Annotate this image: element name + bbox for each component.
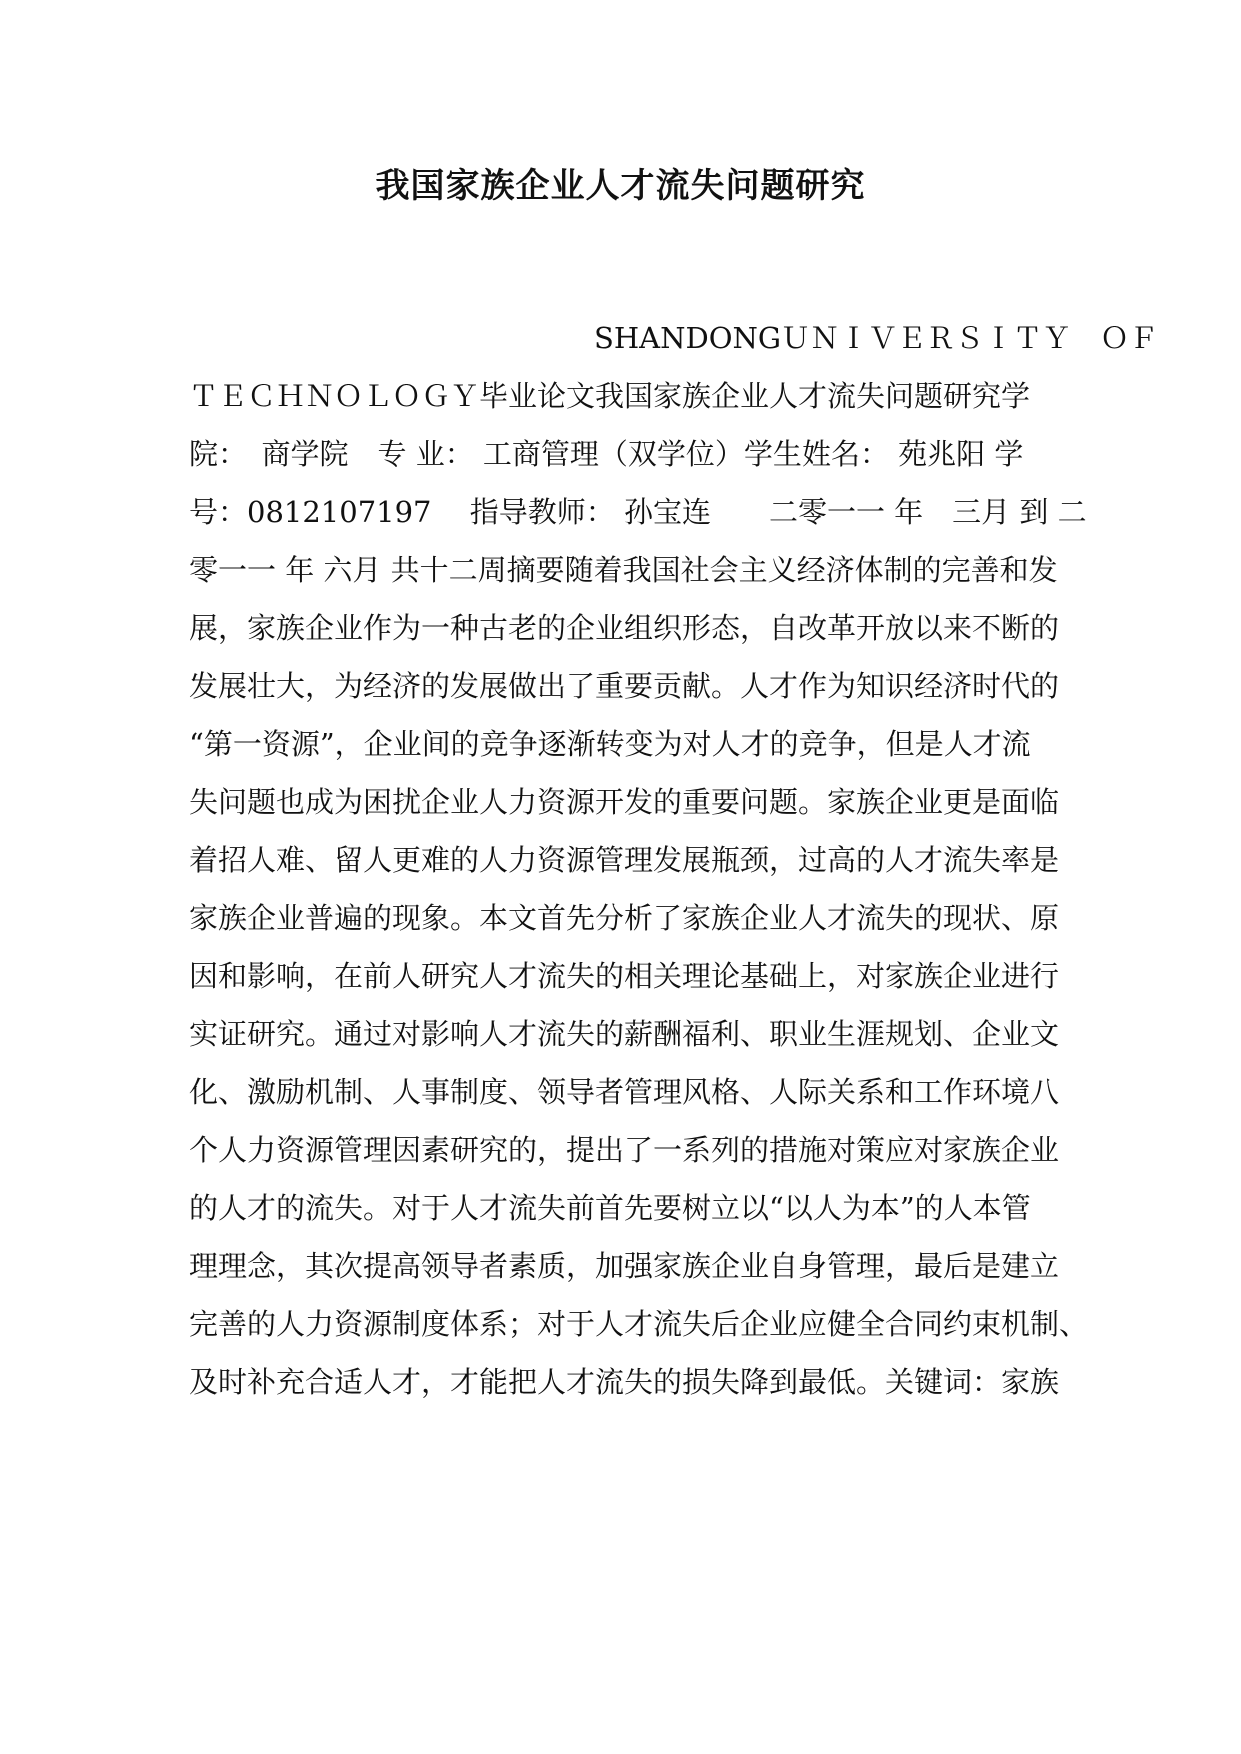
text-line-18: 完善的人力资源制度体系；对于人才流失后企业应健全合同约束机制、: [189, 1307, 1089, 1341]
text-line-7: 发展壮大，为经济的发展做出了重要贡献。人才作为知识经济时代的: [189, 669, 1060, 703]
text-line-3: 院： 商学院 专 业： 工商管理（双学位）学生姓名： 苑兆阳 学: [189, 437, 1024, 471]
text-line-13: 实证研究。通过对影响人才流失的薪酬福利、职业生涯规划、企业文: [189, 1017, 1060, 1051]
text-line-5: 零一一 年 六月 共十二周摘要随着我国社会主义经济体制的完善和发: [189, 553, 1058, 587]
text-line-4: 号：0812107197 指导教师： 孙宝连 二零一一 年 三月 到 二: [189, 495, 1087, 529]
text-line-19: 及时补充合适人才，才能把人才流失的损失降到最低。关键词：家族: [189, 1365, 1060, 1399]
text-line-12: 因和影响，在前人研究人才流失的相关理论基础上，对家族企业进行: [189, 959, 1060, 993]
text-line-10: 着招人难、留人更难的人力资源管理发展瓶颈，过高的人才流失率是: [189, 843, 1060, 877]
text-line-11: 家族企业普遍的现象。本文首先分析了家族企业人才流失的现状、原: [189, 901, 1060, 935]
text-line-14: 化、激励机制、人事制度、领导者管理风格、人际关系和工作环境八: [189, 1075, 1060, 1109]
text-line-15: 个人力资源管理因素研究的，提出了一系列的措施对策应对家族企业: [189, 1133, 1060, 1167]
text-line-9: 失问题也成为困扰企业人力资源开发的重要问题。家族企业更是面临: [189, 785, 1060, 819]
text-line-8: “第一资源”，企业间的竞争逐渐转变为对人才的竞争，但是人才流: [189, 727, 1031, 761]
text-line-6: 展，家族企业作为一种古老的企业组织形态，自改革开放以来不断的: [189, 611, 1060, 645]
text-line-2: ＴＥＣＨＮＯＬＯＧＹ毕业论文我国家族企业人才流失问题研究学: [189, 379, 1031, 413]
document-title: 我国家族企业人才流失问题研究: [375, 166, 866, 206]
text-line-16: 的人才的流失。对于人才流失前首先要树立以“以人为本”的人本管: [189, 1191, 1031, 1225]
text-line-1: SHANDONGＵＮＩＶＥＲＳＩＴＹ ＯＦ: [594, 321, 1159, 355]
text-line-17: 理理念，其次提高领导者素质，加强家族企业自身管理，最后是建立: [189, 1249, 1060, 1283]
